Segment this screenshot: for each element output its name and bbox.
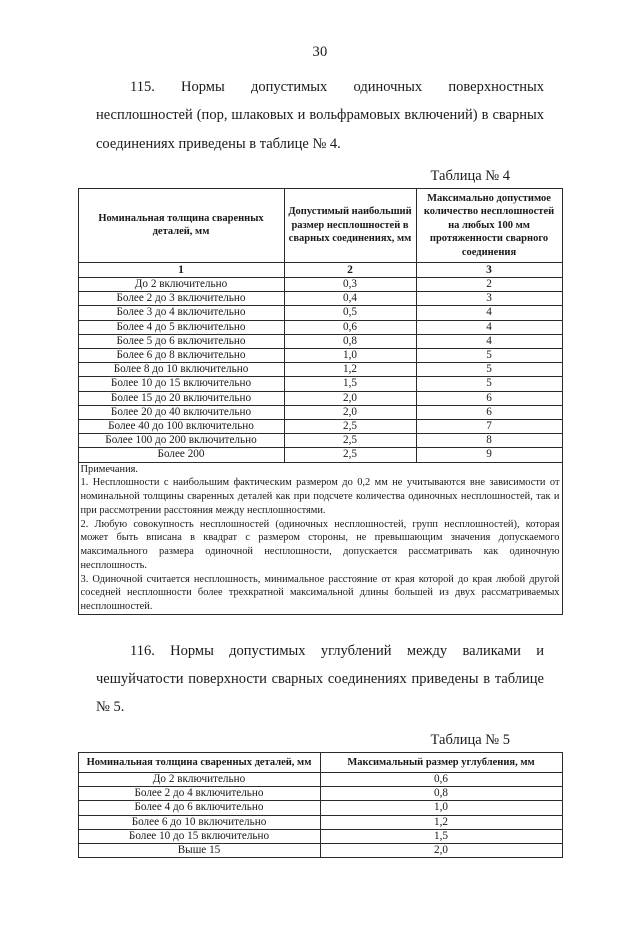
table4-notes-row <box>78 462 562 614</box>
cell-count: 4 <box>416 334 562 348</box>
table-row <box>78 815 562 829</box>
table4-caption: Таблица № 4 <box>430 167 510 184</box>
table5-header-row <box>78 752 562 772</box>
document-page <box>0 44 640 949</box>
cell-depth: 2,0 <box>320 843 562 857</box>
cell-thickness: Более 100 до 200 включительно <box>78 434 284 448</box>
cell-thickness: Выше 15 <box>78 843 320 857</box>
table4-header-thickness: Номинальная толщина сваренных деталей, мм <box>78 188 284 262</box>
cell-thickness: Более 200 <box>78 448 284 462</box>
table-row <box>78 787 562 801</box>
cell-thickness: Более 6 до 10 включительно <box>78 815 320 829</box>
table-row <box>78 420 562 434</box>
paragraph-116: 116. Нормы допустимых углублений между валиками и чешуйчатости поверхности сварных соединениях приведены в таблице № 5. <box>96 642 544 716</box>
note-item-2: 2. Любую совокупность несплошностей (одиночных несплошностей, групп несплошностей), которая может быть вписана в квадрат с размером стороны, не превышающим значения допускаемого максимального размера одиночной несплошности, допускается рассматривать как одиночную несплошность. <box>80 518 560 571</box>
cell-count: 8 <box>416 434 562 448</box>
table5-header-depth: Максимальный размер углубления, мм <box>320 752 562 772</box>
cell-count: 4 <box>416 320 562 334</box>
cell-count: 3 <box>416 292 562 306</box>
cell-count: 5 <box>416 377 562 391</box>
table4-colnum-2: 2 <box>284 262 416 277</box>
table4-header-count: Максимально допустимое количество несплошностей на любых 100 мм протяженности сварного соединения <box>416 188 562 262</box>
table-row <box>78 377 562 391</box>
table-row <box>78 829 562 843</box>
cell-size: 1,2 <box>284 363 416 377</box>
cell-size: 2,5 <box>284 448 416 462</box>
cell-thickness: Более 15 до 20 включительно <box>78 391 284 405</box>
cell-count: 5 <box>416 363 562 377</box>
cell-count: 7 <box>416 420 562 434</box>
cell-count: 9 <box>416 448 562 462</box>
note-item-3: 3. Одиночной считается несплошность, минимальное расстояние от края которой до края любой другой соседней несплошности более трехкратной максимальной длины большей из двух рассматриваемых несплошностей. <box>80 573 560 612</box>
note-item-1: 1. Несплошности с наибольшим фактическим размером до 0,2 мм не учитываются вне зависимости от номинальной толщины сваренных деталей как при подсчете количества одиночных несплошностей, так и при рассмотрении расстояния между несплошностями. <box>80 477 560 516</box>
table5-header-thickness: Номинальная толщина сваренных деталей, мм <box>78 752 320 772</box>
cell-depth: 0,8 <box>320 787 562 801</box>
cell-size: 1,0 <box>284 349 416 363</box>
table5-caption: Таблица № 5 <box>430 731 510 748</box>
cell-thickness: Более 40 до 100 включительно <box>78 420 284 434</box>
cell-thickness: До 2 включительно <box>78 772 320 786</box>
table-row <box>78 405 562 419</box>
table-row <box>78 772 562 786</box>
cell-thickness: Более 2 до 4 включительно <box>78 787 320 801</box>
cell-size: 2,0 <box>284 391 416 405</box>
table4-colnum-1: 1 <box>78 262 284 277</box>
table-row <box>78 843 562 857</box>
cell-depth: 0,6 <box>320 772 562 786</box>
cell-size: 0,4 <box>284 292 416 306</box>
cell-count: 4 <box>416 306 562 320</box>
cell-count: 2 <box>416 277 562 291</box>
table-row <box>78 391 562 405</box>
cell-size: 0,8 <box>284 334 416 348</box>
table5-body <box>78 772 562 857</box>
cell-thickness: Более 20 до 40 включительно <box>78 405 284 419</box>
cell-size: 2,5 <box>284 434 416 448</box>
table4-header-size: Допустимый наибольший размер несплошностей в сварных соединениях, мм <box>284 188 416 262</box>
table4-colnum-3: 3 <box>416 262 562 277</box>
table-row <box>78 363 562 377</box>
cell-thickness: Более 4 до 6 включительно <box>78 801 320 815</box>
cell-thickness: Более 6 до 8 включительно <box>78 349 284 363</box>
table4-header-row <box>78 188 562 262</box>
page-number: 30 <box>312 44 328 60</box>
cell-size: 1,5 <box>284 377 416 391</box>
cell-depth: 1,2 <box>320 815 562 829</box>
table-row <box>78 801 562 815</box>
table-row <box>78 334 562 348</box>
cell-depth: 1,0 <box>320 801 562 815</box>
cell-thickness: Более 4 до 5 включительно <box>78 320 284 334</box>
table-4 <box>78 188 563 615</box>
table-row <box>78 292 562 306</box>
cell-count: 6 <box>416 391 562 405</box>
table-row <box>78 349 562 363</box>
table4-column-number-row <box>78 262 562 277</box>
cell-size: 0,5 <box>284 306 416 320</box>
cell-thickness: Более 10 до 15 включительно <box>78 377 284 391</box>
cell-size: 2,0 <box>284 405 416 419</box>
cell-size: 0,6 <box>284 320 416 334</box>
paragraph-115: 115. Нормы допустимых одиночных поверхностных несплошностей (пор, шлаковых и вольфрамовых включений) в сварных соединениях приведены в таблице № 4. <box>96 79 544 152</box>
cell-thickness: Более 5 до 6 включительно <box>78 334 284 348</box>
table-row <box>78 320 562 334</box>
table-row <box>78 306 562 320</box>
table-row <box>78 434 562 448</box>
table-row <box>78 277 562 291</box>
notes-title: Примечания. <box>80 463 139 475</box>
cell-count: 6 <box>416 405 562 419</box>
cell-count: 5 <box>416 349 562 363</box>
cell-thickness: Более 10 до 15 включительно <box>78 829 320 843</box>
cell-thickness: Более 3 до 4 включительно <box>78 306 284 320</box>
cell-depth: 1,5 <box>320 829 562 843</box>
table4-body <box>78 277 562 614</box>
cell-thickness: Более 8 до 10 включительно <box>78 363 284 377</box>
cell-size: 2,5 <box>284 420 416 434</box>
cell-size: 0,3 <box>284 277 416 291</box>
table4-notes <box>78 462 562 614</box>
cell-thickness: Более 2 до 3 включительно <box>78 292 284 306</box>
table-5 <box>78 752 563 859</box>
cell-thickness: До 2 включительно <box>78 277 284 291</box>
table-row <box>78 448 562 462</box>
